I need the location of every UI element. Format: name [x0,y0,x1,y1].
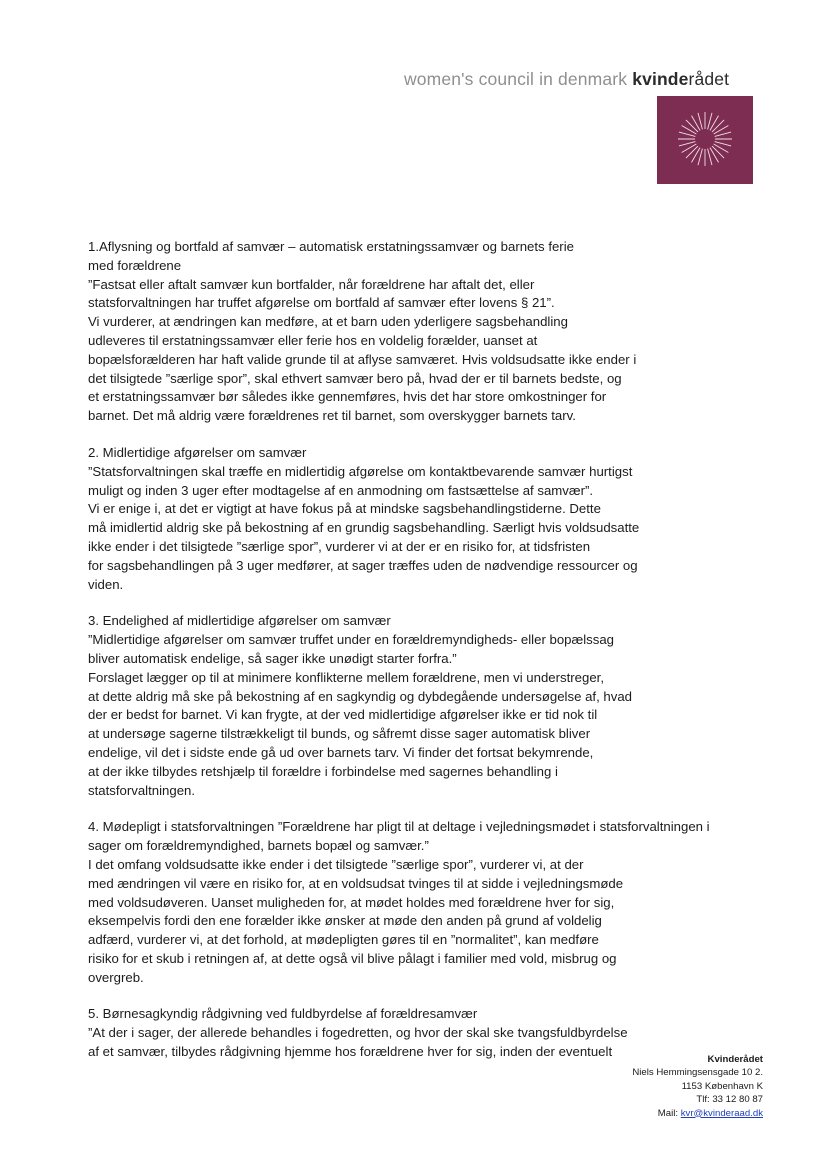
text-line: med forældrene [88,257,182,273]
text-line: at dette aldrig må ske på bekostning af en sagkyndig og dybdegående undersøgelse af, hvad [88,688,632,704]
logo-ray [686,146,698,158]
text-line: barnet. Det må aldrig være forældrenes ret til barnet, som overskygger barnets tarv. [88,408,576,424]
text-line: for sagsbehandlingen på 3 uger medfører, at sager træffes uden de nødvendige ressourcer og [88,557,638,573]
brand-light: rådet [688,69,730,89]
text-line: Forslaget lægger op til at minimere konflikterne mellem forældrene, men vi understreger, [88,669,604,685]
logo-ray [692,148,701,163]
logo-ray [698,149,702,165]
logo-ray [712,146,724,158]
footer-phone: Tlf: 33 12 80 87 [696,1094,763,1106]
logo-ray [715,132,731,136]
footer-org: Kvinderådet [707,1054,763,1065]
text-line: sager om forældremyndighed, barnets bopæl og samvær.” [88,838,429,854]
footer-mail-label: Mail: [657,1107,679,1119]
text-line: Vi er enige i, at det er vigtigt at have fokus på at mindske sagsbehandlingstiderne. Dette [88,501,601,517]
text-line: ikke ender i det tilsigtede ”særlige spor”, vurderer vi at der er en risiko for, at tidsfristen [88,538,591,554]
section-1 [88,238,748,426]
text-line: ”At der i sager, der allerede behandles i fogedretten, og hvor der skal ske tvangsfuldbyrdelse [88,1025,628,1041]
text-line: risiko for et skub i retningen af, at dette også vil blive pålagt i familier med vold, misbrug og [88,950,617,966]
sunburst-logo-icon [657,96,753,184]
logo-ray [710,148,719,163]
footer-city: 1153 København K [681,1080,763,1092]
logo-ray [698,113,702,129]
text-line: 3. Endelighed af midlertidige afgørelser om samvær [88,613,391,629]
footer-mail-row [632,1107,763,1120]
text-line: ”Statsforvaltningen skal træffe en midlertidig afgørelse om kontaktbevarende samvær hurtigst [88,463,633,479]
text-line: ”Fastsat eller aftalt samvær kun bortfalder, når forældrene har aftalt det, eller [88,276,535,292]
text-line: statsforvaltningen. [88,782,196,798]
text-line: adfærd, vurderer vi, at det forhold, at mødepligten gøres til en ”normalitet”, kan medføre [88,932,599,948]
logo-ray [712,120,724,132]
text-line: 1.Aflysning og bortfald af samvær – automatisk erstatningssamvær og barnets ferie [88,239,574,254]
text-line: der er bedst for barnet. Vi kan frygte, at der ved midlertidige afgørelser ikke er tid nok til [88,707,598,723]
text-line: bopælsforælderen har haft valide grunde til at aflyse samværet. Hvis voldsudsatte ikke ender i [88,351,637,367]
text-line: med ændringen vil være en risiko for, at en voldsudsat tvinges til at sidde i vejledningsmøde [88,875,624,891]
text-line: overgreb. [88,969,144,985]
footer-address [632,1053,763,1120]
logo-ray [714,126,729,135]
logo-ray [679,132,695,136]
logo-ray [715,142,731,146]
logo-ray [682,126,697,135]
section-2 [88,444,748,594]
logo-ray [708,149,712,165]
tagline-text: women's council in denmark [404,69,628,89]
text-line: må imidlertid aldrig ske på bekostning af en grundig sagsbehandling. Særligt hvis voldsudsatte [88,520,640,536]
brand-bold: kvinde [632,69,689,89]
text-line: statsforvaltningen har truffet afgørelse om bortfald af samvær efter lovens § 21”. [88,295,555,311]
document-body [88,238,748,1080]
text-line: 5. Børnesagkyndig rådgivning ved fuldbyrdelse af forældresamvær [88,1006,478,1022]
text-line: I det omfang voldsudsatte ikke ender i det tilsigtede ”særlige spor”, vurderer vi, at der [88,856,584,872]
text-line: at undersøge sagerne tilstrækkeligt til bunds, og såfremt disse sager automatisk bliver [88,726,591,742]
logo-ray [708,113,712,129]
text-line: Vi vurderer, at ændringen kan medføre, at et barn uden yderligere sagsbehandling [88,314,568,330]
text-line: ”Midlertidige afgørelser om samvær truffet under en forældremyndigheds- eller bopælssag [88,632,615,648]
text-line: med voldsudøveren. Uanset muligheden for, at mødet holdes med forældrene hver for sig, [88,894,615,910]
text-line: at der ikke tilbydes retshjælp til forældre i forbindelse med sagernes behandling i [88,763,558,779]
logo-ray [686,120,698,132]
text-line: udleveres til erstatningssamvær eller ferie hos en voldelig forælder, uanset at [88,332,538,348]
text-line: 2. Midlertidige afgørelser om samvær [88,444,307,460]
text-line: af et samvær, tilbydes rådgivning hjemme hos forældrene hver for sig, inden der eventuelt [88,1044,613,1060]
logo-ray [692,116,701,131]
header-tagline [404,69,729,90]
logo-ray [710,116,719,131]
footer-street: Niels Hemmingsensgade 10 2. [632,1067,763,1079]
text-line: bliver automatisk endelige, så sager ikke unødigt starter forfra.” [88,650,457,666]
logo-ray [679,142,695,146]
section-4 [88,818,748,987]
text-line: eksempelvis fordi den ene forælder ikke ønsker at møde den anden på grund af voldelig [88,913,602,929]
text-line: det tilsigtede ”særlige spor”, skal ethvert samvær bero på, hvad der er til barnets bedste, og [88,370,622,386]
text-line: viden. [88,576,124,592]
section-3 [88,612,748,800]
text-line: et erstatningssamvær bør således ikke gennemføres, hvis det har store omkostninger for [88,389,607,405]
logo-ray [682,144,697,153]
logo-ray [714,144,729,153]
text-line: muligt og inden 3 uger efter modtagelse af en anmodning om fastsættelse af samvær”. [88,482,594,498]
text-line: endelige, vil det i sidste ende gå ud over barnets tarv. Vi finder det fortsat bekymrende, [88,744,594,760]
text-line: 4. Mødepligt i statsforvaltningen ”Forældrene har pligt til at deltage i vejledningsmødet i statsforvaltningen i [88,819,710,835]
footer-mail-link[interactable]: kvr@kvinderaad.dk [680,1107,763,1119]
